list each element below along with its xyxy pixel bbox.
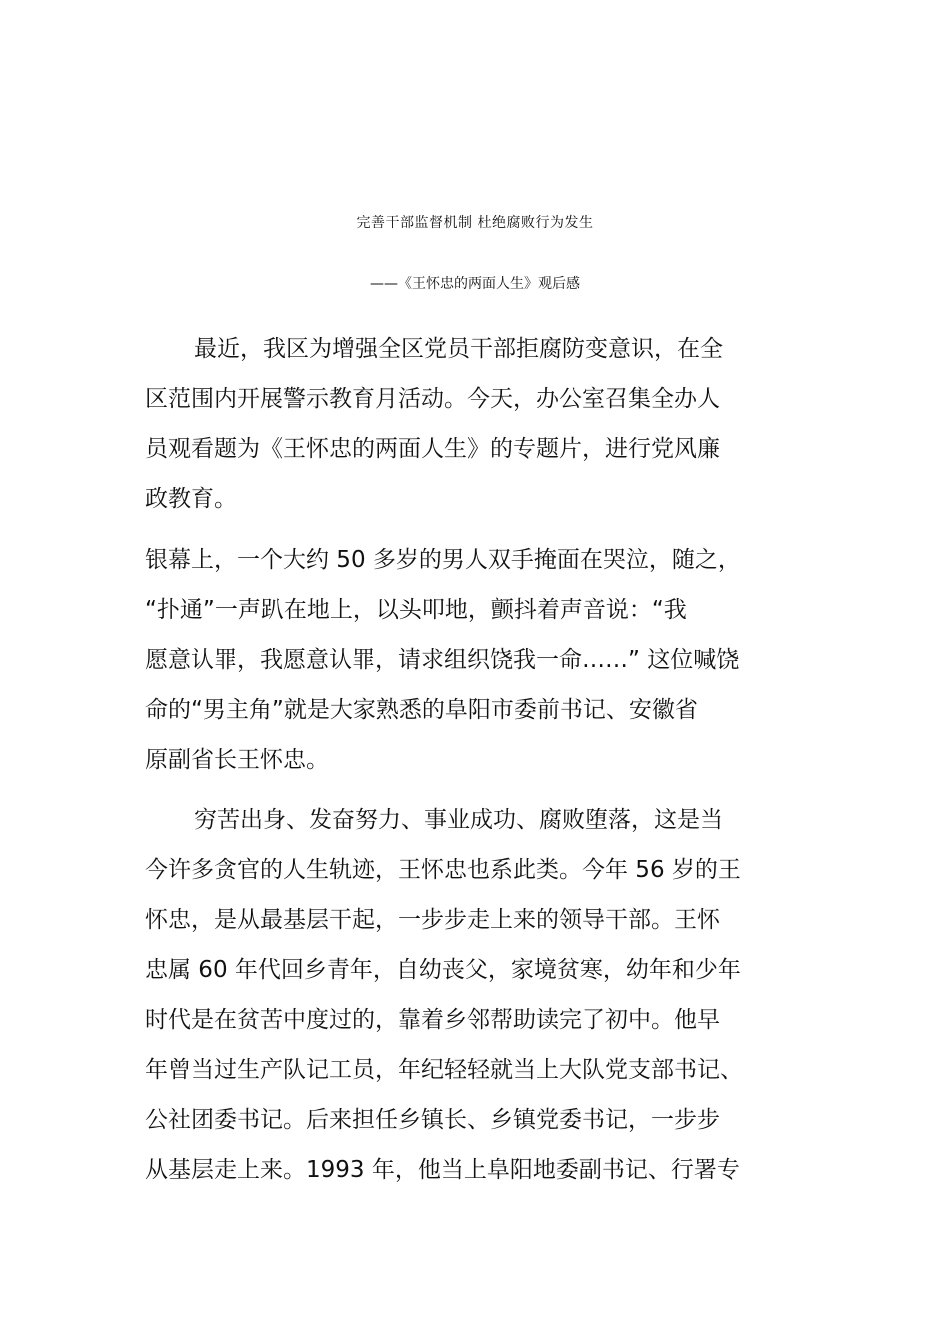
text-line: 忠属 60 年代回乡青年，自幼丧父，家境贫寒，幼年和少年 <box>145 957 741 983</box>
text-line: 原副省长王怀忠。 <box>145 747 329 773</box>
text-line: 从基层走上来。1993 年，他当上阜阳地委副书记、行署专 <box>145 1157 740 1183</box>
text-line: 时代是在贫苦中度过的，靠着乡邻帮助读完了初中。他早 <box>145 1007 720 1033</box>
text-line: 年曾当过生产队记工员，年纪轻轻就当上大队党支部书记、 <box>145 1057 743 1083</box>
text-line: 银幕上，一个大约 50 多岁的男人双手掩面在哭泣，随之， <box>145 547 741 573</box>
text-line: 最近，我区为增强全区党员干部拒腐防变意识，在全 <box>194 336 723 362</box>
text-line: 愿意认罪，我愿意认罪，请求组织饶我一命……” 这位喊饶 <box>145 647 740 673</box>
text-line: 员观看题为《王怀忠的两面人生》的专题片，进行党风廉 <box>145 436 720 462</box>
text-line: 命的“男主角”就是大家熟悉的阜阳市委前书记、安徽省 <box>145 697 698 723</box>
text-line: 公社团委书记。后来担任乡镇长、乡镇党委书记，一步步 <box>145 1107 720 1133</box>
text-line: 区范围内开展警示教育月活动。今天，办公室召集全办人 <box>145 386 720 412</box>
text-line: 穷苦出身、发奋努力、事业成功、腐败堕落，这是当 <box>194 807 723 833</box>
text-line: 政教育。 <box>145 486 237 512</box>
text-line: “扑通”一声趴在地上，以头叩地，颤抖着声音说：“我 <box>145 597 687 623</box>
document-subtitle: ——《王怀忠的两面人生》观后感 <box>370 276 580 292</box>
document-title: 完善干部监督机制 杜绝腐败行为发生 <box>356 215 594 231</box>
text-line: 今许多贪官的人生轨迹，王怀忠也系此类。今年 56 岁的王 <box>145 857 741 883</box>
text-line: 怀忠，是从最基层干起，一步步走上来的领导干部。王怀 <box>145 907 720 933</box>
